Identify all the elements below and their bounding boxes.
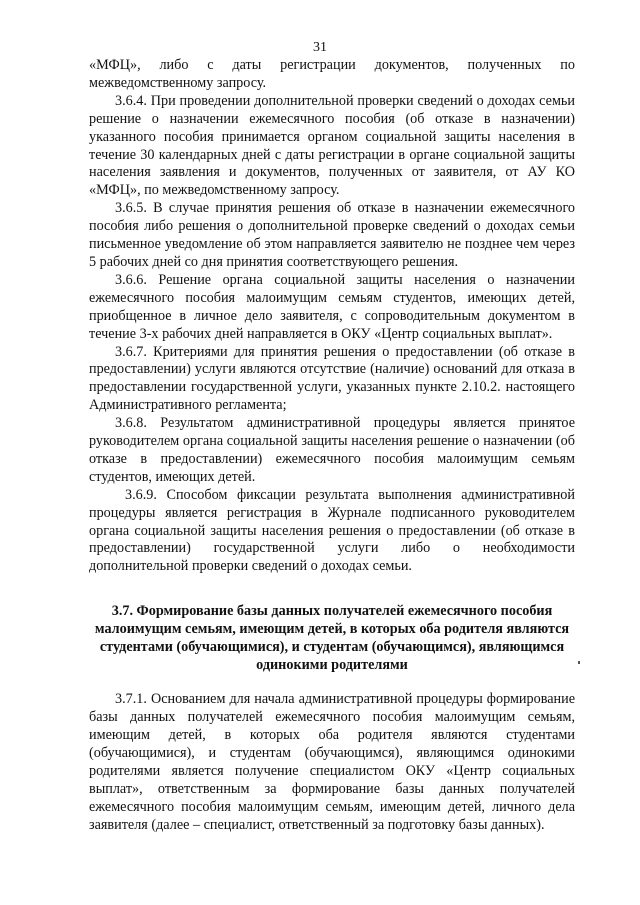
paragraph-3-6-9: 3.6.9. Способом фиксации результата выполнения административной процедуры является регистрация в Журнале подписанного руководителем органа социальной защиты населения решения о предоставлении (об отказе в предоставлении) государственной услуги либо о необходимости дополнительной проверки сведений о доходах семьи. [89, 486, 575, 575]
paragraph-3-6-6: 3.6.6. Решение органа социальной защиты населения о назначении ежемесячного пособия малоимущим семьям студентов, имеющих детей, приобщенное в личное дело заявителя, с сопроводительным документом в течение 3-х рабочих дней направляется в ОКУ «Центр социальных выплат». [89, 271, 575, 342]
scan-mark [578, 661, 580, 664]
paragraph-3-6-7: 3.6.7. Критериями для принятия решения о предоставлении (об отказе в предоставлении) услуги являются отсутствие (наличие) оснований для отказа в предоставлении государственной услуги, указанных пункте 2.10.2. настоящего Административного регламента; [89, 343, 575, 414]
paragraph-3-6-8: 3.6.8. Результатом административной процедуры является принятое руководителем органа социальной защиты населения решение о назначении (об отказе в предоставлении) ежемесячного пособия малоимущим семьям студентов, имеющих детей. [89, 415, 575, 485]
paragraph-3-6-4: 3.6.4. При проведении дополнительной проверки сведений о доходах семьи решение о назначении ежемесячного пособия (об отказе в назначении) указанного пособия принимается органом социальной защиты населения в течение 30 календарных дней с даты регистрации в органе социальной защиты населения заявления и документов, полученных от заявителя, от АУ КО «МФЦ», по межведомственному запросу. [89, 92, 575, 199]
section-heading-3-7: 3.7. Формирование базы данных получателей ежемесячного пособия малоимущим семьям, имеющим детей, в которых оба родителя являются студентами (обучающимися), и студентам (обучающимся), являющимся одинокими родителями [94, 603, 570, 674]
document-body [89, 57, 575, 835]
paragraph-3-6-5: 3.6.5. В случае принятия решения об отказе в назначении ежемесячного пособия либо решения о дополнительной проверке сведений о доходах семьи письменное уведомление об этом направляется заявителю не позднее чем через 5 рабочих дней со дня принятия соответствующего решения. [89, 200, 575, 270]
paragraph-3-7-1: 3.7.1. Основанием для начала административной процедуры формирование базы данных получателей ежемесячного пособия малоимущим семьям, имеющим детей, в которых оба родителя являются студентами (обучающимися), и студентам (обучающимся), являющимся одинокими родителями является получение специалистом ОКУ «Центр социальных выплат», ответственным за формирование базы данных получателей ежемесячного пособия малоимущим семьям, имеющим детей, личного дела заявителя (далее – специалист, ответственный за подготовку базы данных). [89, 691, 575, 833]
continuation-paragraph: «МФЦ», либо с даты регистрации документов, полученных по межведомственному запросу. [89, 57, 575, 91]
page-number: 31 [313, 40, 327, 55]
